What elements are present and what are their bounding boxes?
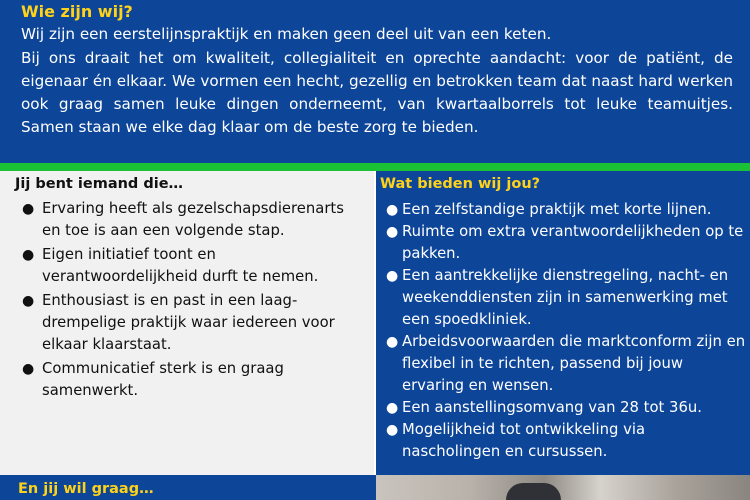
- intro-section: [0, 0, 750, 163]
- bullet-icon: ●: [386, 422, 399, 438]
- intro-heading: Wie zijn wij?: [21, 2, 133, 21]
- photo: [376, 475, 750, 500]
- list-item: [20, 290, 360, 356]
- list-item-text: Een zelfstandige praktijk met korte lijnen.: [402, 201, 712, 218]
- bullet-icon: ●: [386, 268, 399, 284]
- bullet-icon: ●: [22, 247, 35, 263]
- list-item: [384, 199, 746, 221]
- bullet-icon: ●: [386, 400, 399, 416]
- divider: [0, 163, 750, 171]
- list-item: [384, 331, 746, 397]
- list-item-text: Een aantrekkelijke dienstregeling, nacht- en weekenddiensten zijn in samenwerking met een spoedkliniek.: [402, 267, 729, 328]
- list-item-text: Een aanstellingsomvang van 28 tot 36u.: [402, 399, 702, 416]
- intro-line: Wij zijn een eerstelijnspraktijk en maken geen deel uit van een keten.: [21, 25, 552, 43]
- profile-list: [20, 198, 360, 404]
- list-item: [384, 265, 746, 331]
- bullet-icon: ●: [386, 224, 399, 240]
- bullet-icon: ●: [386, 334, 399, 350]
- list-item-text: Arbeidsvoorwaarden die marktconform zijn en flexibel in te richten, passend bij jouw ervaring en wensen.: [402, 333, 746, 394]
- list-item-text: Eigen initiatief toont en verantwoordelijkheid durft te nemen.: [42, 246, 319, 285]
- wishes-heading: En jij wil graag…: [18, 481, 154, 497]
- list-item-text: Ruimte om extra verantwoordelijkheden op te pakken.: [402, 223, 744, 262]
- offer-heading: Wat bieden wij jou?: [380, 176, 541, 192]
- list-item-text: Mogelijkheid tot ontwikkeling via nascholingen en cursussen.: [402, 421, 646, 460]
- list-item: [20, 198, 360, 242]
- bullet-icon: ●: [22, 361, 35, 377]
- photo-subject: [506, 483, 561, 500]
- list-item-text: Enthousiast is en past in een laag-drempelige praktijk waar iedereen voor elkaar klaarstaat.: [42, 292, 335, 353]
- list-item: [384, 419, 746, 463]
- list-item-text: Communicatief sterk is en graag samenwerkt.: [42, 360, 284, 399]
- profile-heading: Jij bent iemand die…: [15, 176, 184, 192]
- list-item: [20, 358, 360, 402]
- list-item: [384, 397, 746, 419]
- wishes-section: [0, 475, 376, 500]
- offer-list: [384, 199, 746, 463]
- profile-section: [0, 171, 374, 475]
- list-item: [384, 221, 746, 265]
- offer-section: [376, 171, 750, 475]
- list-item: [20, 244, 360, 288]
- bullet-icon: ●: [22, 201, 35, 217]
- intro-paragraph: Bij ons draait het om kwaliteit, collegialiteit en oprechte aandacht: voor de patiënt, de eigenaar én elkaar. We vormen een hecht, gezellig en betrokken team dat naast hard werken ook graag samen leuke dingen onderneemt, van kwartaalborrels tot leuke teamuitjes. Samen staan we elke dag klaar om de beste zorg te bieden.: [21, 49, 733, 136]
- list-item-text: Ervaring heeft als gezelschapsdierenarts en toe is aan een volgende stap.: [42, 200, 344, 239]
- bullet-icon: ●: [22, 293, 35, 309]
- bullet-icon: ●: [386, 202, 399, 218]
